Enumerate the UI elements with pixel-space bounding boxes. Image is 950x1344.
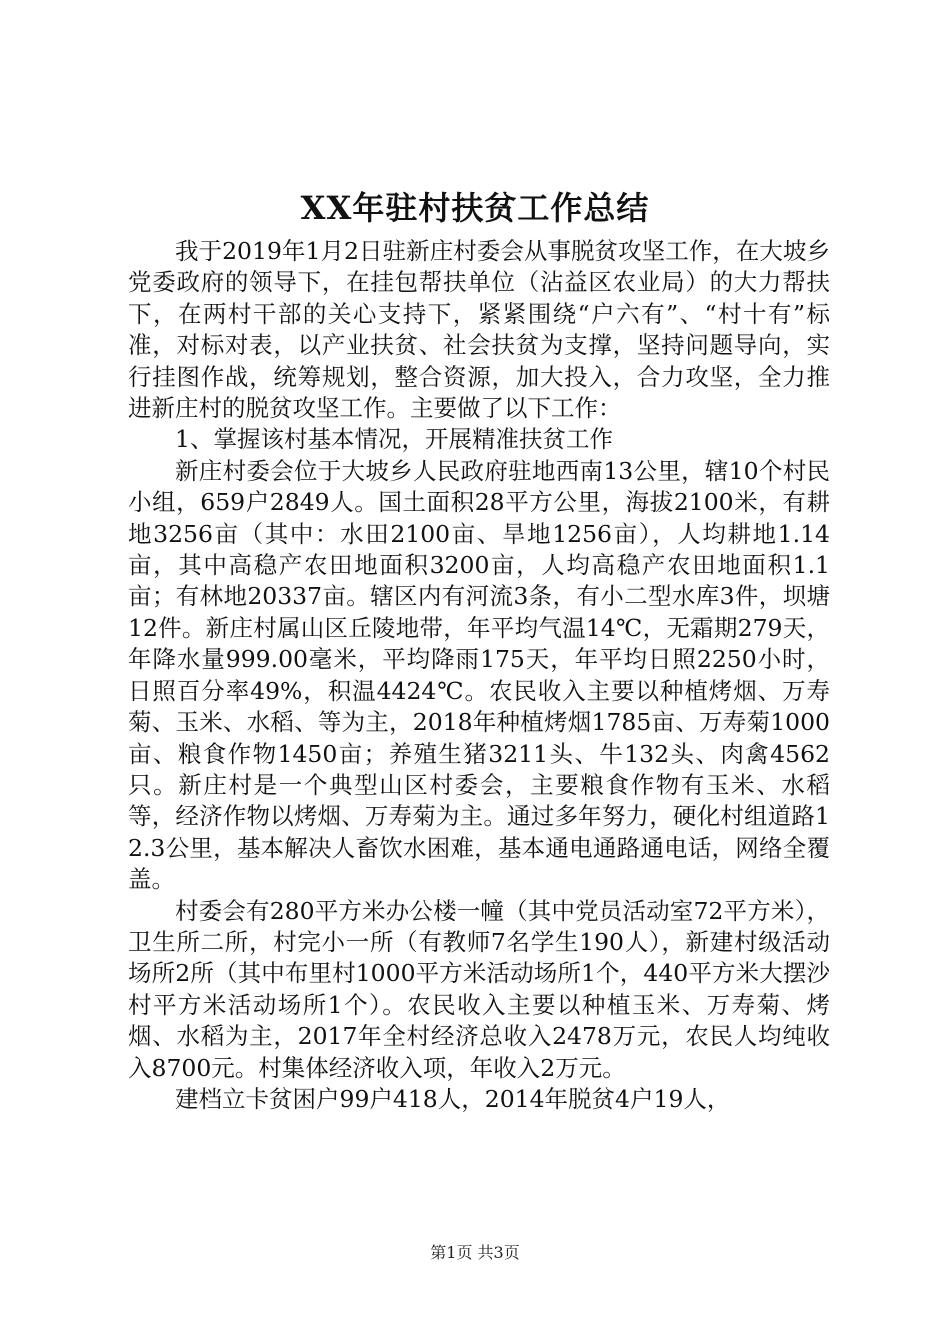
document-title: XX年驻村扶贫工作总结 [300,189,650,227]
paragraph-intro: 我于2019年1月2日驻新庄村委会从事脱贫攻坚工作，在大坡乡党委政府的领导下，在挂包帮扶单位（沾益区农业局）的大力帮扶下，在两村干部的关心支持下，紧紧围绕“户六有”、“村十有”标准，对标对表，以产业扶贫、社会扶贫为支撑，坚持问题导向，实行挂图作战，统筹规划，整合资源，加大投入，合力攻坚，全力推进新庄村的脱贫攻坚工作。主要做了以下工作： [128,237,830,423]
section-heading: 1、掌握该村基本情况，开展精准扶贫工作 [175,425,613,454]
page-footer: 第1页 共3页 [430,1243,520,1262]
document-body [128,236,830,1115]
paragraph-village-overview: 新庄村委会位于大坡乡人民政府驻地西南13公里，辖10个村民小组，659户2849人。国土面积28平方公里，海拔2100米，有耕地3256亩（其中：水田2100亩、旱地1256亩），人均耕地1.14亩，其中高稳产农田地面积3200亩，人均高稳产农田地面积1.1亩；有林地20337亩。辖区内有河流3条，有小二型水库3件，坝塘12件。新庄村属山区丘陵地带，年平均气温14℃，无霜期279天，年降水量999.00毫米，平均降雨175天，年平均日照2250小时，日照百分率49%，积温4424℃。农民收入主要以种植烤烟、万寿菊、玉米、水稻、等为主，2018年种植烤烟1785亩、万寿菊1000亩、粮食作物1450亩；养殖生猪3211头、牛132头、肉禽4562只。新庄村是一个典型山区村委会，主要粮食作物有玉米、水稻等，经济作物以烤烟、万寿菊为主。通过多年努力，硬化村组道路12.3公里，基本解决人畜饮水困难，基本通电通路通电话，网络全覆盖。 [128,456,830,894]
paragraph-poverty-households: 建档立卡贫困户99户418人，2014年脱贫4户19人， [175,1084,731,1113]
paragraph-village-facilities: 村委会有280平方米办公楼一幢（其中党员活动室72平方米），卫生所二所，村完小一所（有教师7名学生190人），新建村级活动场所2所（其中布里村1000平方米活动场所1个，440平方米大摆沙村平方米活动场所1个）。农民收入主要以种植玉米、万寿菊、烤烟、水稻为主，2017年全村经济总收入2478万元，农民人均纯收入8700元。村集体经济收入项，年收入2万元。 [128,896,830,1082]
